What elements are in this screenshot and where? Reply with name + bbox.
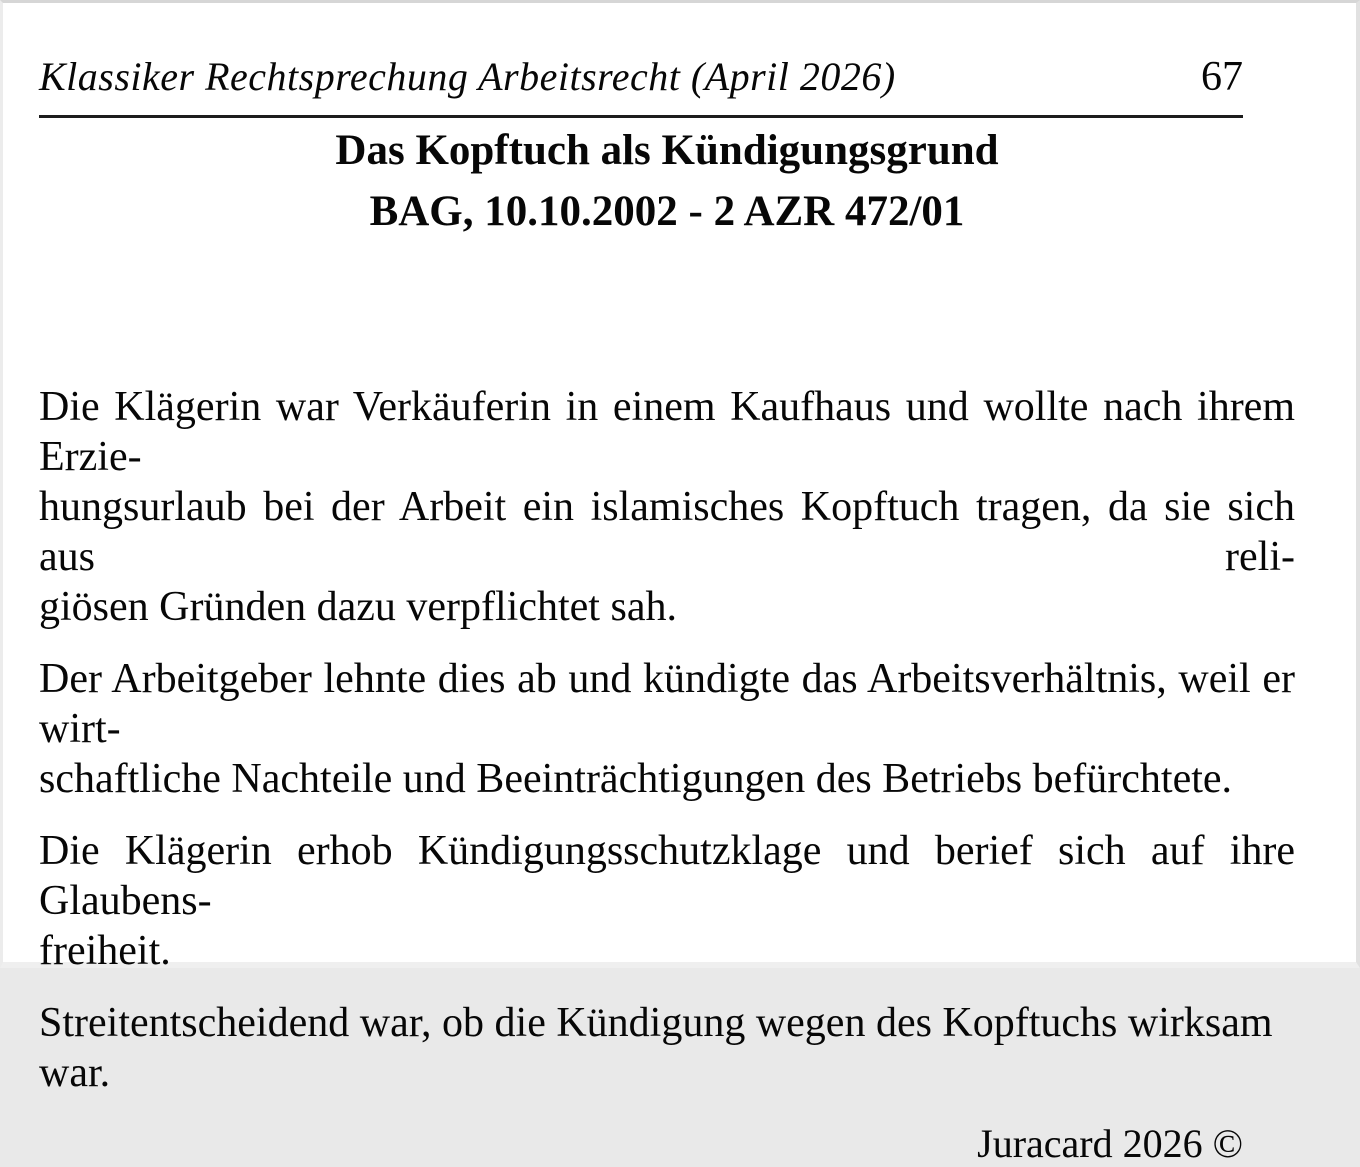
text-line: Die Klägerin war Verkäuferin in einem Kaufhaus und wollte nach ihrem Erzie-: [39, 384, 1295, 480]
text-line: Streitentscheidend war, ob die Kündigung wegen des Kopftuchs wirksam war.: [39, 1000, 1273, 1096]
case-citation: BAG, 10.10.2002 - 2 AZR 472/01: [369, 188, 965, 235]
text-line: freiheit.: [39, 928, 171, 974]
paragraph-lawsuit: [39, 826, 1295, 976]
running-header: [39, 53, 1243, 101]
page-number: 67: [1201, 54, 1243, 100]
text-line: hungsurlaub bei der Arbeit ein islamisches Kopftuch tragen, da sie sich aus reli-: [39, 484, 1295, 580]
case-title: Das Kopftuch als Kündigungsgrund: [335, 127, 999, 174]
header-rule: [39, 115, 1243, 118]
case-heading: [39, 126, 1295, 236]
text-line: Der Arbeitgeber lehnte dies ab und kündigte das Arbeitsverhältnis, weil er wirt-: [39, 656, 1295, 752]
paragraph-legal-issue: [39, 998, 1295, 1098]
paragraph-employer-response: [39, 654, 1295, 804]
case-facts: [39, 382, 1295, 1098]
text-line: giösen Gründen dazu verpflichtet sah.: [39, 584, 677, 630]
text-line: schaftliche Nachteile und Beeinträchtigungen des Betriebs befürchtete.: [39, 756, 1233, 802]
footer-credit: Juracard 2026 ©: [977, 1121, 1243, 1166]
text-line: Die Klägerin erhob Kündigungsschutzklage und berief sich auf ihre Glaubens-: [39, 828, 1295, 924]
paragraph-claimant-background: [39, 382, 1295, 632]
running-header-title: Klassiker Rechtsprechung Arbeitsrecht (April 2026): [39, 54, 896, 99]
